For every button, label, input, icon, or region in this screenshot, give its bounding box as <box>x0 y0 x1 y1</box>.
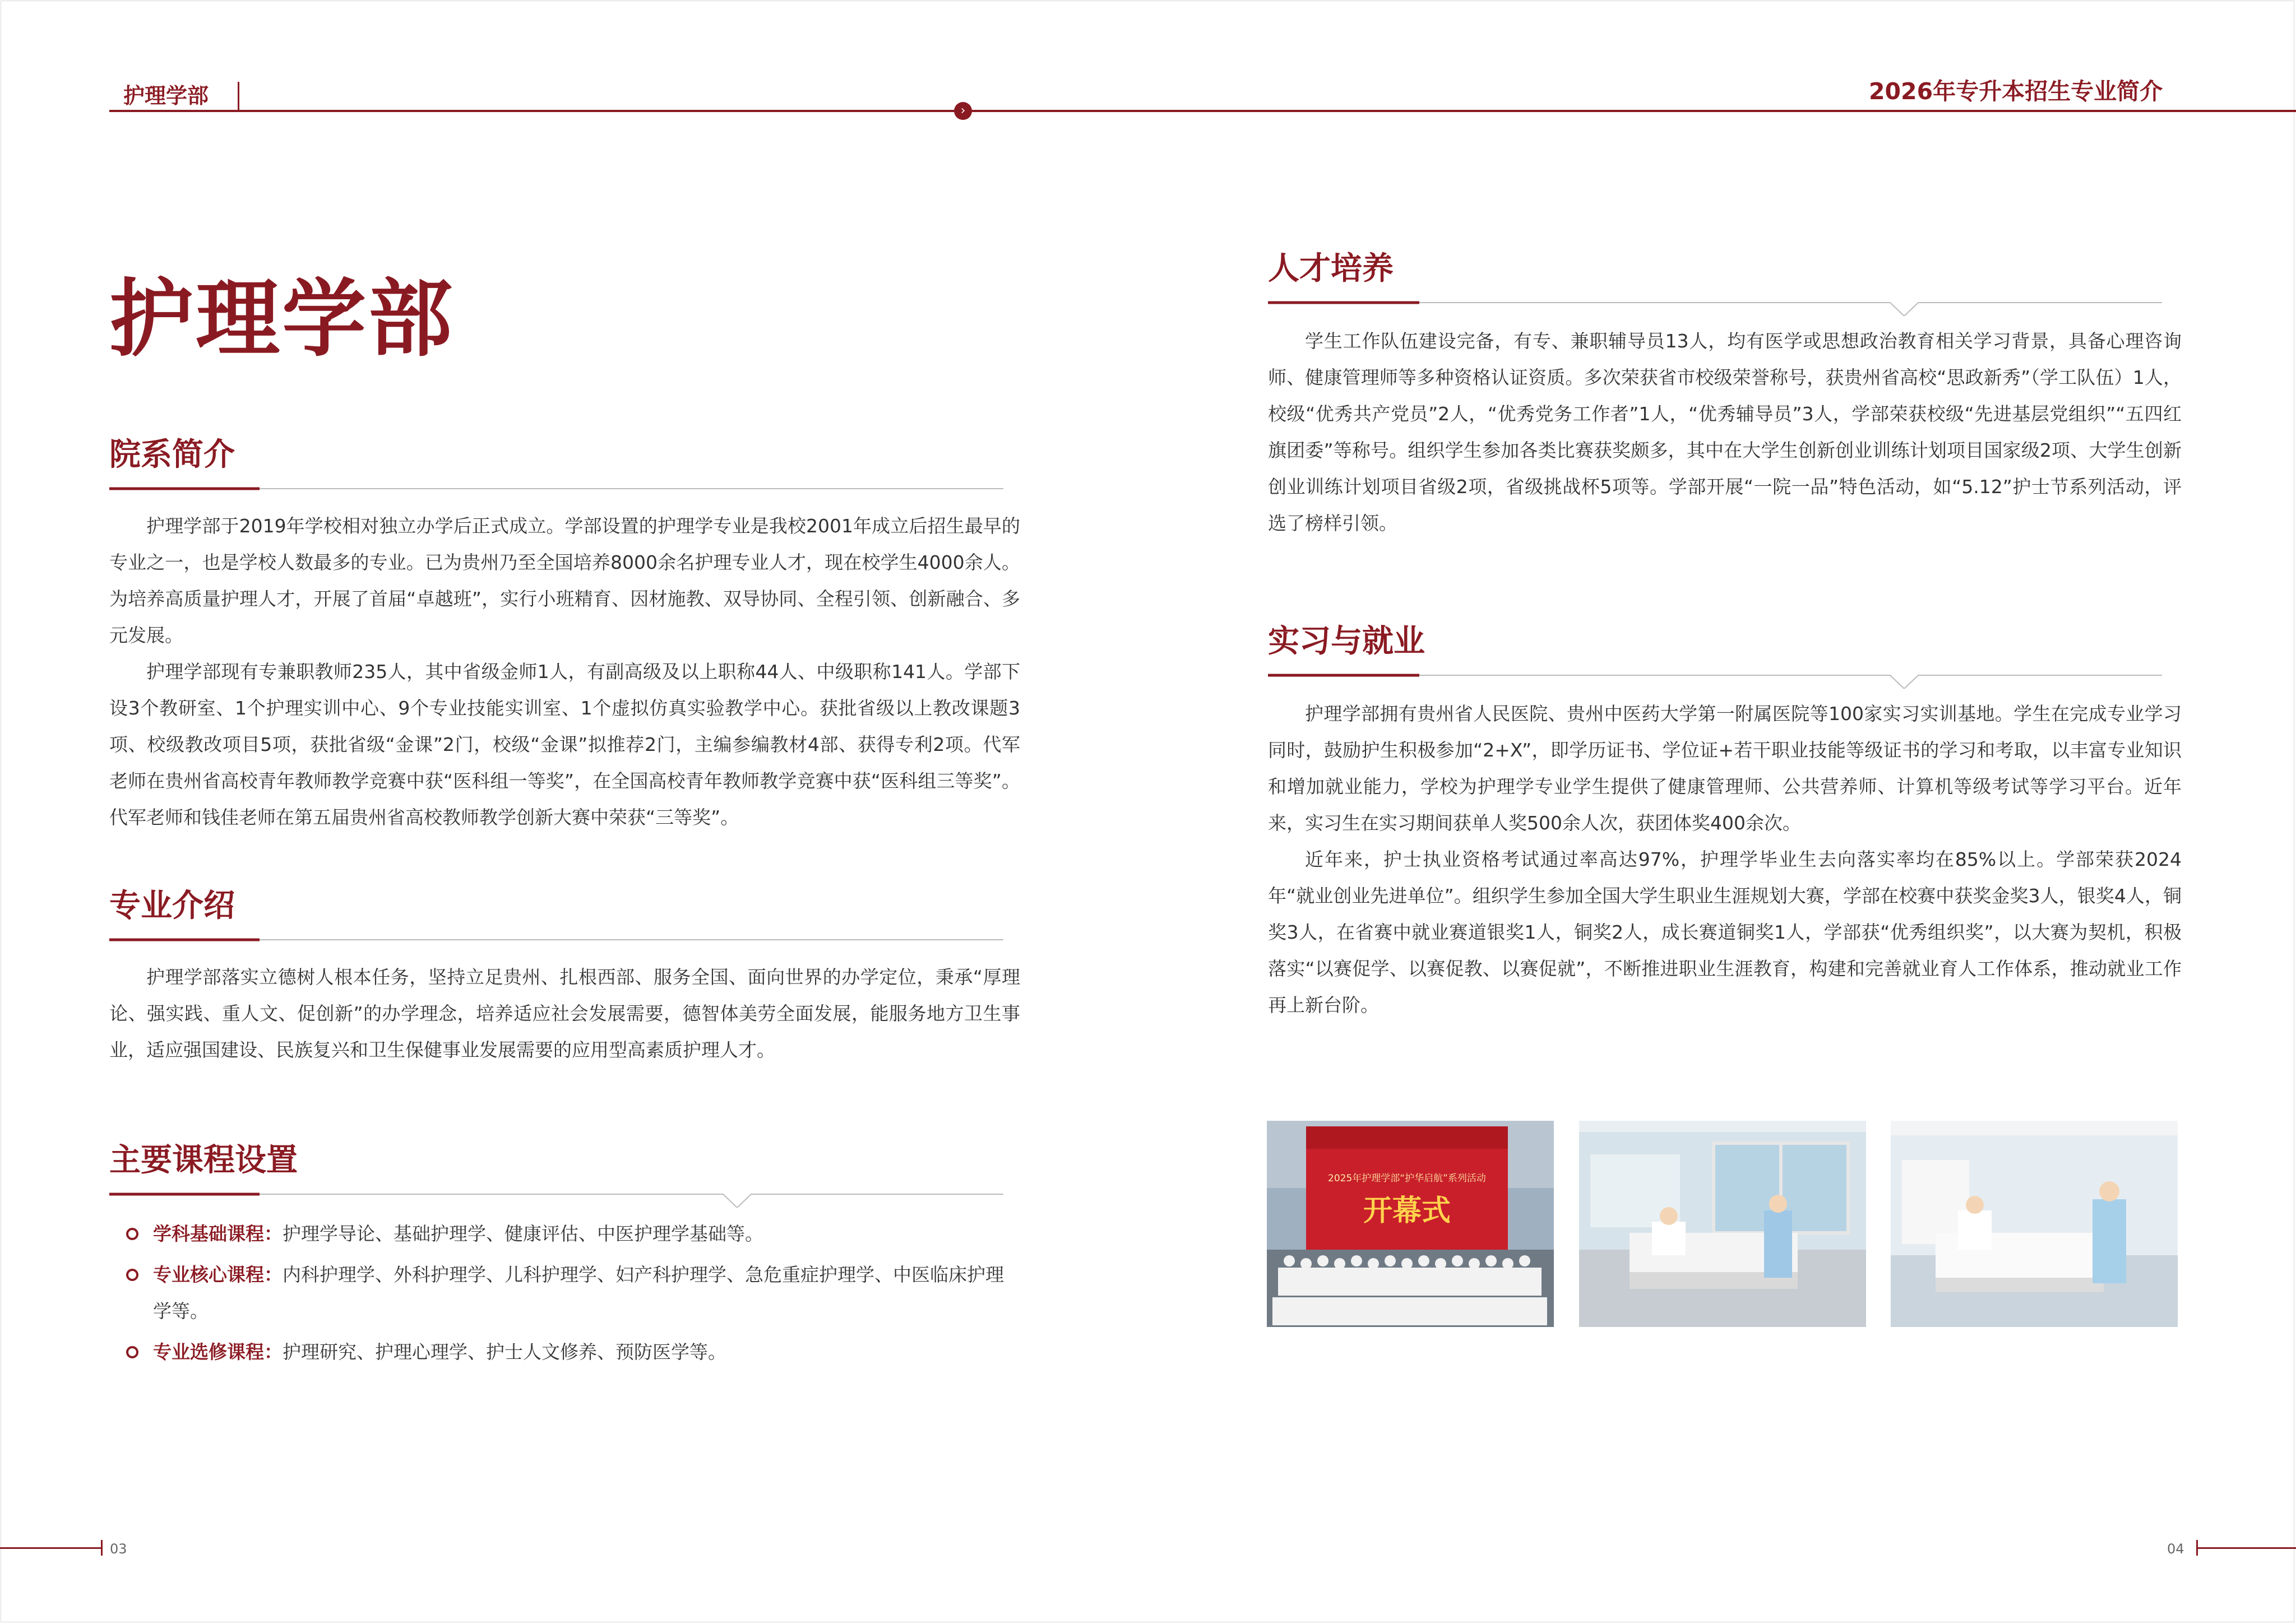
section-heading: 人才培养 <box>1268 250 1394 287</box>
paragraph: 近年来，护士执业资格考试通过率高达97%，护理学毕业生去向落实率均在85%以上。学部荣获2024年“就业创业先进单位”。组织学生参加全国大学生职业生涯规划大赛，学部在校赛中获奖金奖3人，银奖4人，铜奖3人，在省赛中就业赛道银奖1人，铜奖2人，成长赛道铜奖1人，学部获“优秀组织奖”，以大赛为契机，积极落实“以赛促学、以赛促教、以赛促就”，不断推进职业生涯教育，构建和完善就业育人工作体系，推动就业工作再上新台阶。 <box>1268 848 2182 1016</box>
banner-title: 开幕式 <box>1363 1194 1451 1228</box>
section-underline <box>1268 664 2182 689</box>
course-item <box>109 1256 1020 1329</box>
section-courses <box>109 1138 1020 1370</box>
banner-subtitle: 2025年护理学部“护华启航”系列活动 <box>1328 1173 1486 1184</box>
ward-practice-photo <box>1891 1121 2178 1327</box>
section-underline <box>109 1183 1020 1208</box>
section-heading: 实习与就业 <box>1268 623 1425 660</box>
section-underline <box>109 477 1020 502</box>
header-separator <box>238 82 239 111</box>
paragraph: 护理学部落实立德树人根本任务，坚持立足贵州、扎根西部、服务全国、面向世界的办学定位，秉承“厚理论、强实践、重人文、促创新”的办学理念，培养适应社会发展需要，德智体美劳全面发展，能服务地方卫生事业，适应强国建设、民族复兴和卫生保健事业发展需要的应用型高素质护理人才。 <box>109 966 1020 1061</box>
course-item <box>109 1215 1020 1252</box>
footer-rule-right <box>2196 1547 2296 1549</box>
chevron-right-icon: › <box>954 102 972 120</box>
course-text: 护理研究、护理心理学、护士人文修养、预防医学等。 <box>283 1341 726 1363</box>
page-title: 护理学部 <box>109 271 455 368</box>
header-brochure-title: 2026年专升本招生专业简介 <box>1869 78 2163 105</box>
course-text: 护理学导论、基础护理学、健康评估、中医护理学基础等。 <box>283 1223 763 1245</box>
course-label: 学科基础课程： <box>153 1223 283 1245</box>
page-number-right: 04 <box>2167 1541 2184 1557</box>
bullet-ring-icon <box>126 1346 138 1358</box>
ceremony-photo <box>1267 1121 1554 1327</box>
footer-rule-left <box>0 1547 101 1549</box>
bullet-ring-icon <box>126 1269 138 1281</box>
header-department-label: 护理学部 <box>123 83 209 108</box>
course-label: 专业核心课程： <box>153 1264 283 1286</box>
footer-tick-left <box>101 1540 103 1556</box>
course-item <box>109 1334 1020 1370</box>
section-heading: 专业介绍 <box>109 888 235 924</box>
section-underline <box>109 929 1020 953</box>
section-heading: 院系简介 <box>109 437 235 473</box>
section-intro <box>109 433 1020 836</box>
header-rule <box>109 110 2296 112</box>
paragraph: 护理学部拥有贵州省人民医院、贵州中医药大学第一附属医院等100家实习实训基地。学生在完成专业学习同时，鼓励护生积极参加“2+X”，即学历证书、学位证+若干职业技能等级证书的学习和考取，以丰富专业知识和增加就业能力，学校为护理学专业学生提供了健康管理师、公共营养师、计算机等级考试等学习平台。近年来，实习生在实习期间获单人奖500余人次，获团体奖400余次。 <box>1268 703 2182 834</box>
section-underline <box>1268 291 2182 316</box>
paragraph: 护理学部现有专兼职教师235人，其中省级金师1人，有副高级及以上职称44人、中级职称141人。学部下设3个教研室、1个护理实训中心、9个专业技能实训室、1个虚拟仿真实验教学中心。获批省级以上教改课题3项、校级教改项目5项，获批省级“金课”2门，校级“金课”拟推荐2门，主编参编教材4部、获得专利2项。代军老师在贵州省高校青年教师教学竞赛中获“医科组一等奖”，在全国高校青年教师教学竞赛中获“医科组三等奖”。代军老师和钱佳老师在第五届贵州省高校教师教学创新大赛中荣获“三等奖”。 <box>109 661 1020 828</box>
bullet-ring-icon <box>126 1228 138 1240</box>
course-text: 内科护理学、外科护理学、儿科护理学、妇产科护理学、急危重症护理学、中医临床护理学等。 <box>153 1264 1004 1322</box>
paragraph: 护理学部于2019年学校相对独立办学后正式成立。学部设置的护理学专业是我校2001年成立后招生最早的专业之一，也是学校人数最多的专业。已为贵州乃至全国培养8000余名护理专业人才，现在校学生4000余人。为培养高质量护理人才，开展了首届“卓越班”，实行小班精育、因材施教、双导协同、全程引领、创新融合、多元发展。 <box>109 515 1020 646</box>
course-label: 专业选修课程： <box>153 1341 283 1363</box>
page-number-left: 03 <box>110 1541 127 1557</box>
section-talent <box>1268 247 2182 541</box>
section-major <box>109 884 1020 1068</box>
section-heading: 主要课程设置 <box>109 1142 298 1178</box>
nursing-lab-photo <box>1579 1121 1866 1327</box>
section-career <box>1268 619 2182 1023</box>
paragraph: 学生工作队伍建设完备，有专、兼职辅导员13人，均有医学或思想政治教育相关学习背景，具备心理咨询师、健康管理师等多种资格认证资质。多次荣获省市校级荣誉称号，获贵州省高校“思政新秀”（学工队伍）1人，校级“优秀共产党员”2人，“优秀党务工作者”1人，“优秀辅导员”3人，学部荣获校级“先进基层党组织”“五四红旗团委”等称号。组织学生参加各类比赛获奖颇多，其中在大学生创新创业训练计划项目国家级2项、大学生创新创业训练计划项目省级2项，省级挑战杯5项等。学部开展“一院一品”特色活动，如“5.12”护士节系列活动，评选了榜样引领。 <box>1268 330 2182 534</box>
